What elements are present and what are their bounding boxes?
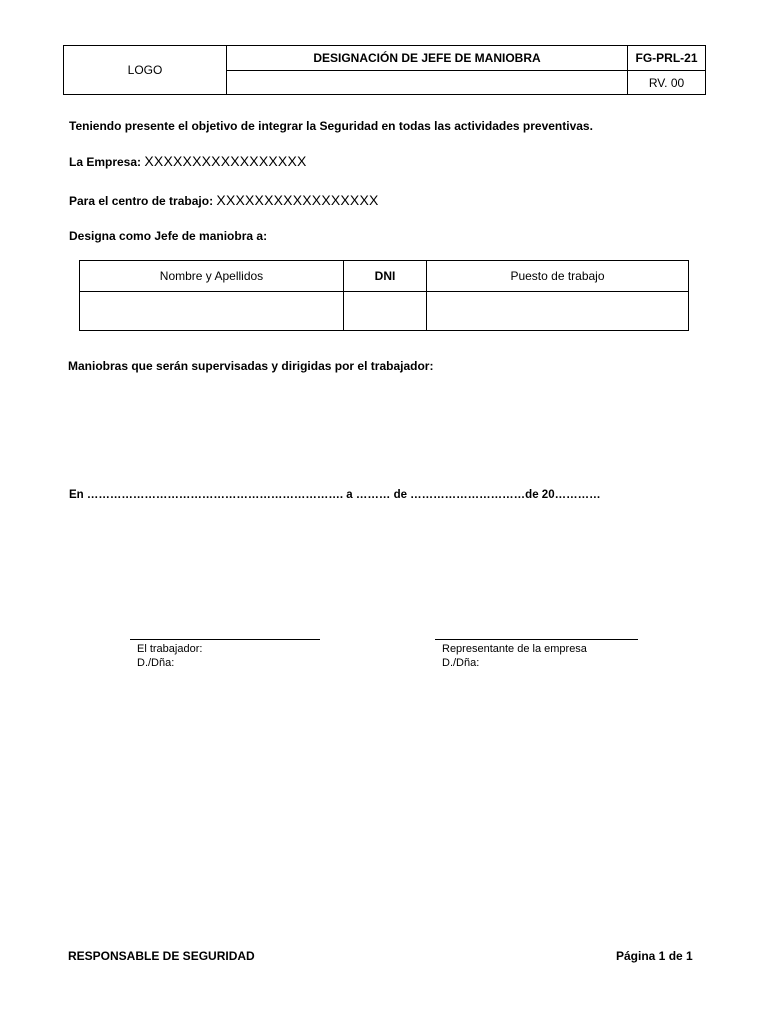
designee-table <box>79 260 689 331</box>
cell-job[interactable] <box>427 292 689 331</box>
designates-text: Designa como Jefe de maniobra a: <box>69 229 268 243</box>
worker-label: El trabajador: <box>137 643 203 655</box>
worker-signature-line <box>130 639 320 640</box>
header-dni: DNI <box>344 261 427 292</box>
table-header-row <box>80 261 689 292</box>
document-title: DESIGNACIÓN DE JEFE DE MANIOBRA <box>227 46 628 71</box>
header-name: Nombre y Apellidos <box>80 261 344 292</box>
header-job: Puesto de trabajo <box>427 261 689 292</box>
header-empty-cell <box>227 71 628 95</box>
footer-left: RESPONSABLE DE SEGURIDAD <box>68 949 255 963</box>
document-revision: RV. 00 <box>628 71 706 95</box>
rep-label: Representante de la empresa <box>442 643 587 655</box>
workcenter-value: XXXXXXXXXXXXXXXXX <box>216 192 379 208</box>
company-label: La Empresa <box>69 155 138 169</box>
worker-name: D./Dña: <box>137 657 175 669</box>
rep-name: D./Dña: <box>442 657 480 669</box>
workcenter-label: Para el centro de trabajo <box>69 194 210 208</box>
logo-cell: LOGO <box>64 46 227 95</box>
header-table <box>63 45 706 95</box>
document-code: FG-PRL-21 <box>628 46 706 71</box>
workcenter-line: Para el centro de trabajo: XXXXXXXXXXXXXXXXX <box>69 192 379 208</box>
footer-page-number: Página 1 de 1 <box>616 949 693 963</box>
maneuvers-label: Maniobras que serán supervisadas y dirigidas por el trabajador: <box>68 359 434 373</box>
cell-name[interactable] <box>80 292 344 331</box>
intro-text: Teniendo presente el objetivo de integrar la Seguridad en todas las actividades preventivas. <box>69 119 593 133</box>
table-row <box>80 292 689 331</box>
company-line: La Empresa: XXXXXXXXXXXXXXXXX <box>69 153 307 169</box>
cell-dni[interactable] <box>344 292 427 331</box>
company-value: XXXXXXXXXXXXXXXXX <box>144 153 307 169</box>
rep-signature-line <box>435 639 638 640</box>
date-line: En …………………………………………………………. a ……… de …………………………de 20………… <box>69 489 601 501</box>
